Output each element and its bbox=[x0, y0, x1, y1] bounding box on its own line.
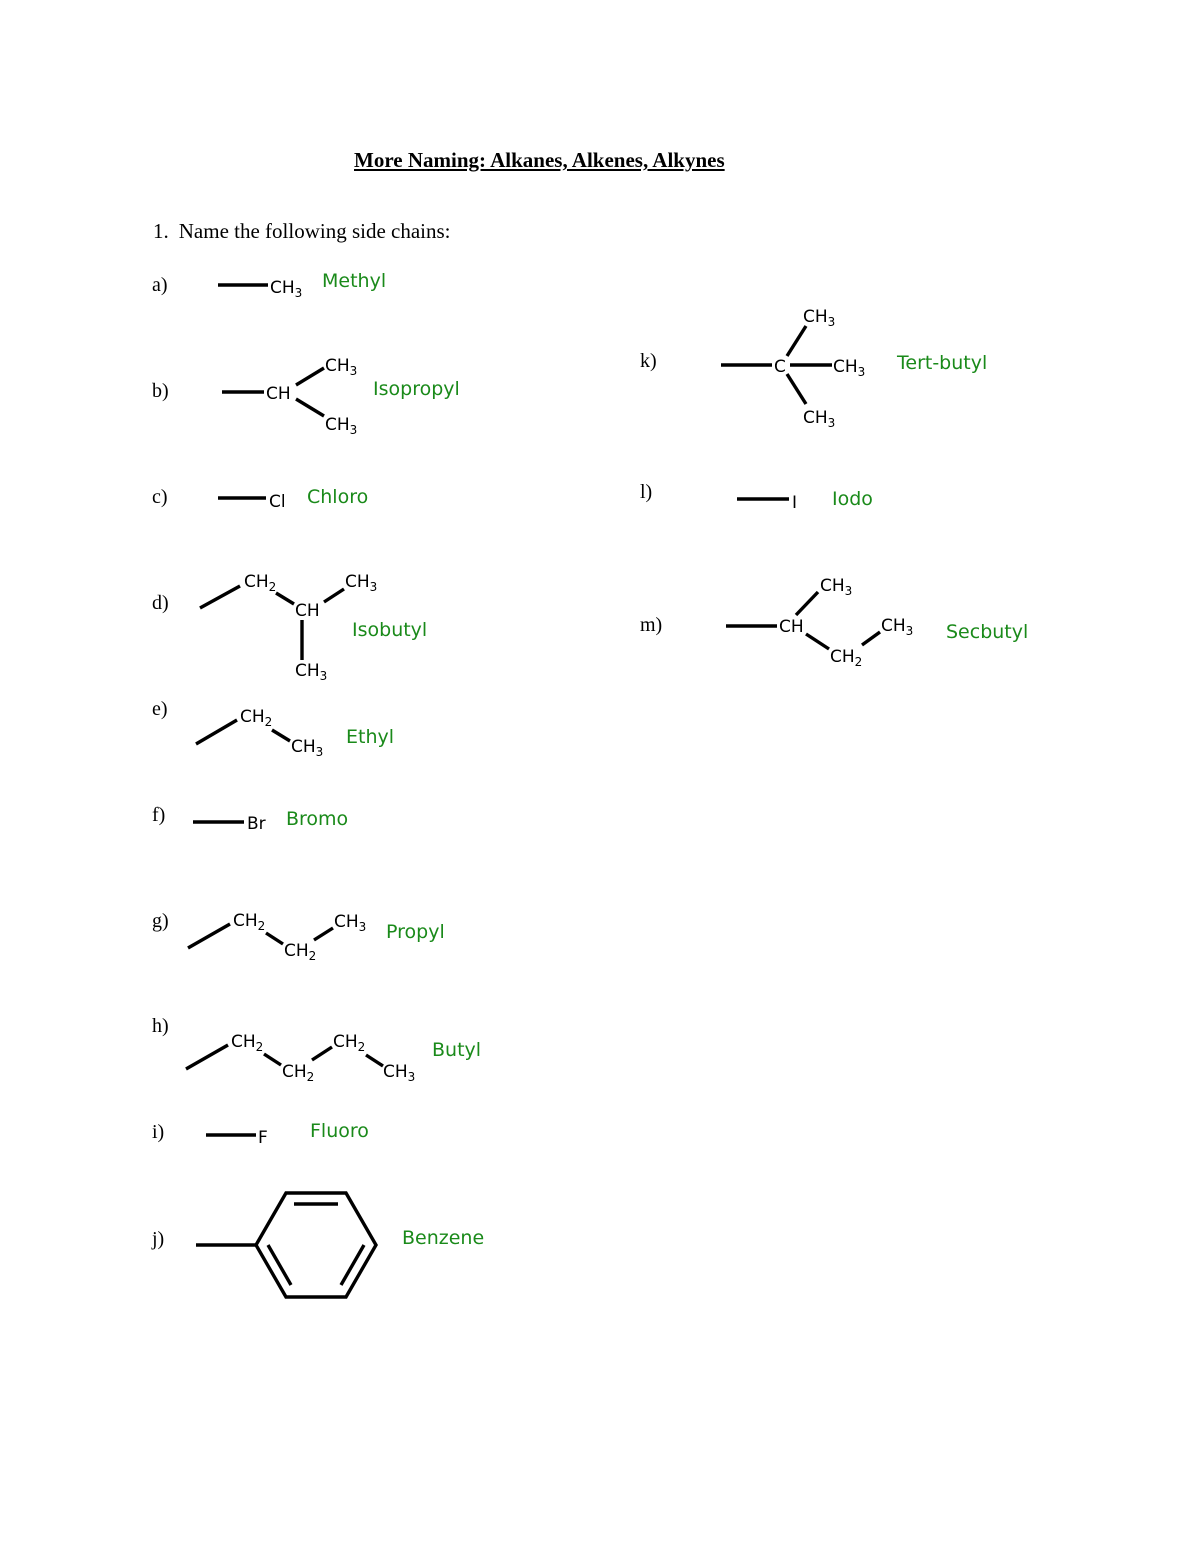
atom-ch3: $CH_3$ bbox=[881, 616, 914, 638]
atom-ch2: $CH_2$ bbox=[830, 647, 863, 669]
answer-isopropyl: Isopropyl bbox=[373, 378, 460, 400]
atom-ch2: $CH_2$ bbox=[333, 1032, 366, 1054]
bond bbox=[314, 928, 333, 940]
atom-ch: CH bbox=[266, 384, 291, 404]
structure-chloro bbox=[218, 492, 286, 512]
structure-fluoro bbox=[206, 1128, 268, 1148]
double-bond bbox=[268, 1245, 291, 1285]
bond bbox=[312, 1047, 332, 1060]
atom-c: C bbox=[774, 357, 786, 377]
atom-ch: CH bbox=[295, 601, 320, 621]
bond bbox=[272, 730, 290, 741]
atom-ch2: $CH_2$ bbox=[244, 572, 277, 594]
item-label-i: i) bbox=[152, 1121, 165, 1143]
atom-ch3: $CH_3$ bbox=[325, 356, 358, 378]
structure-butyl bbox=[186, 1032, 415, 1084]
atom-ch: CH bbox=[779, 617, 804, 637]
benzene-ring bbox=[256, 1193, 376, 1297]
atom-ch3: $CH_3$ bbox=[833, 357, 866, 379]
bond bbox=[266, 933, 283, 944]
item-label-a: a) bbox=[152, 274, 168, 296]
item-label-e: e) bbox=[152, 698, 168, 720]
bond bbox=[276, 593, 294, 604]
structure-iodo bbox=[737, 493, 797, 513]
question-number: 1. bbox=[153, 219, 169, 243]
item-label-m: m) bbox=[640, 614, 663, 636]
item-label-b: b) bbox=[152, 380, 169, 402]
page-title: More Naming: Alkanes, Alkenes, Alkynes bbox=[354, 148, 725, 172]
answer-methyl: Methyl bbox=[322, 270, 387, 292]
atom-f: F bbox=[258, 1128, 268, 1148]
answer-iodo: Iodo bbox=[832, 488, 873, 510]
answer-isobutyl: Isobutyl bbox=[352, 619, 428, 641]
atom-ch2: $CH_2$ bbox=[231, 1032, 264, 1054]
answer-tert-butyl: Tert-butyl bbox=[897, 352, 988, 374]
atom-ch2: $CH_2$ bbox=[233, 911, 266, 933]
bond bbox=[787, 374, 806, 404]
atom-ch2: $CH_2$ bbox=[284, 941, 317, 963]
structure-isopropyl bbox=[222, 356, 357, 437]
item-label-k: k) bbox=[640, 350, 657, 372]
atom-ch3: $CH_3$ bbox=[334, 912, 367, 934]
question-text: Name the following side chains: bbox=[178, 219, 451, 243]
atom-i: I bbox=[792, 493, 798, 513]
structure-isobutyl bbox=[200, 572, 377, 683]
item-label-j: j) bbox=[152, 1228, 165, 1250]
item-label-d: d) bbox=[152, 592, 169, 614]
bond bbox=[862, 632, 880, 645]
answer-fluoro: Fluoro bbox=[310, 1120, 369, 1142]
bond bbox=[324, 589, 344, 602]
atom-ch3: $CH_3$ bbox=[295, 661, 328, 683]
bond bbox=[200, 586, 240, 608]
answer-bromo: Bromo bbox=[286, 808, 349, 830]
structure-ethyl bbox=[196, 707, 323, 759]
bond bbox=[196, 720, 237, 744]
atom-ch3: $CH_3$ bbox=[325, 415, 358, 437]
answer-ethyl: Ethyl bbox=[346, 726, 395, 748]
atom-br: Br bbox=[247, 814, 266, 834]
bond bbox=[366, 1055, 383, 1066]
atom-ch2: $CH_2$ bbox=[282, 1062, 315, 1084]
item-label-h: h) bbox=[152, 1015, 169, 1037]
atom-ch3: $CH_3$ bbox=[803, 307, 836, 329]
double-bond bbox=[341, 1245, 364, 1285]
answer-chloro: Chloro bbox=[307, 486, 369, 508]
structure-benzene bbox=[196, 1193, 376, 1297]
bond bbox=[806, 634, 829, 649]
answer-benzene: Benzene bbox=[402, 1227, 485, 1249]
bond bbox=[186, 1045, 228, 1069]
structure-secbutyl bbox=[726, 576, 913, 669]
atom-ch3: $CH_3$ bbox=[383, 1062, 416, 1084]
bond bbox=[264, 1054, 281, 1065]
answer-propyl: Propyl bbox=[386, 921, 445, 943]
atom-ch3: $CH_3$ bbox=[345, 572, 378, 594]
atom-ch3: $CH_3$ bbox=[803, 408, 836, 430]
item-label-c: c) bbox=[152, 486, 168, 508]
answer-butyl: Butyl bbox=[432, 1039, 482, 1061]
structure-propyl bbox=[188, 911, 366, 963]
item-label-f: f) bbox=[152, 804, 166, 826]
bond bbox=[787, 326, 806, 356]
structure-methyl bbox=[218, 278, 302, 300]
structure-tert-butyl bbox=[721, 307, 865, 430]
atom-ch3: $CH_3$ bbox=[291, 737, 324, 759]
bond bbox=[296, 399, 324, 416]
atom-ch3: $CH_3$ bbox=[820, 576, 853, 598]
atom-ch3: $CH_3$ bbox=[270, 278, 303, 300]
item-label-g: g) bbox=[152, 910, 169, 932]
atom-cl: Cl bbox=[269, 492, 286, 512]
bond bbox=[188, 924, 230, 948]
atom-ch2: $CH_2$ bbox=[240, 707, 273, 729]
bond bbox=[296, 368, 324, 385]
structure-bromo bbox=[193, 814, 266, 834]
answer-secbutyl: Secbutyl bbox=[946, 621, 1029, 643]
bond bbox=[796, 592, 818, 615]
item-label-l: l) bbox=[640, 481, 653, 503]
